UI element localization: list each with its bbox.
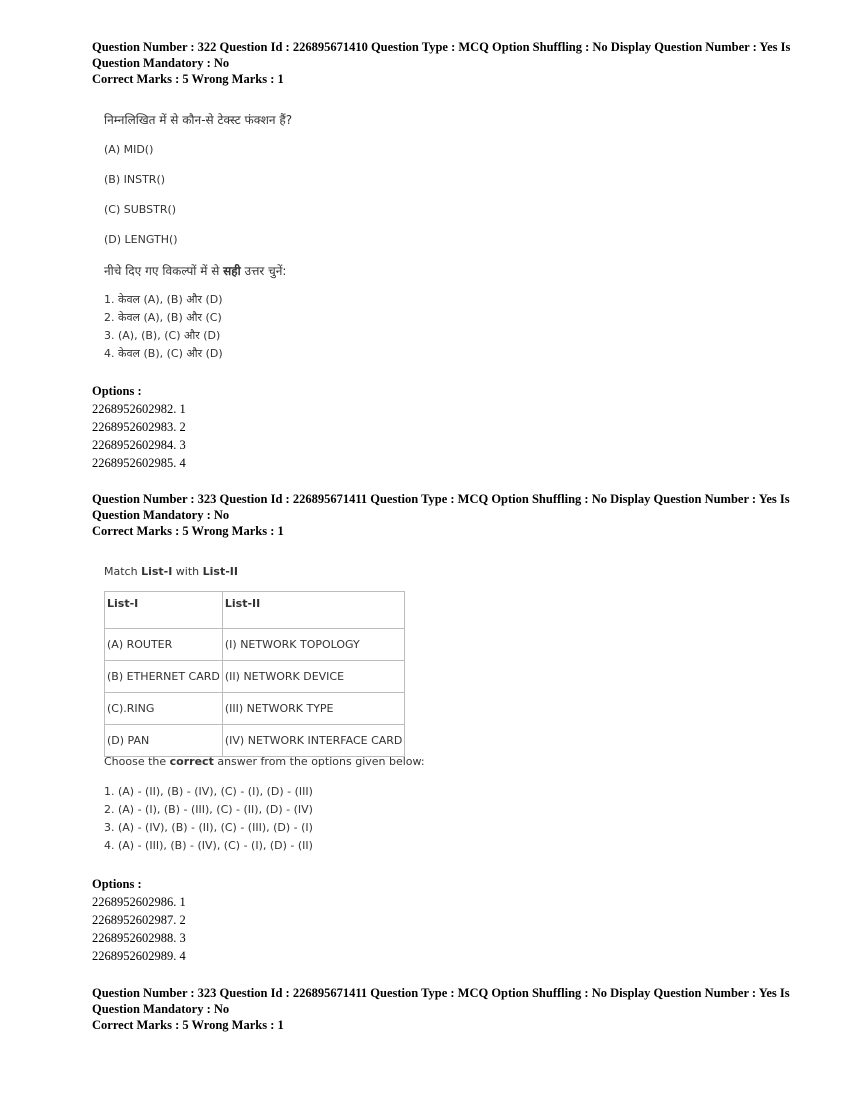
choice-4: 4. (A) - (III), (B) - (IV), (C) - (I), (D) - (II) (104, 839, 313, 852)
match-list2: List-II (202, 565, 238, 578)
table-cell: (C).RING (105, 693, 223, 725)
option-2: 2268952602987. 2 (92, 913, 186, 927)
marks-line: Correct Marks : 5 Wrong Marks : 1 (92, 524, 284, 538)
table-row (105, 725, 405, 757)
statement-c: (C) SUBSTR() (104, 203, 177, 216)
match-text: Match (104, 565, 142, 578)
match-text-mid: with (172, 565, 203, 578)
question-323-header (92, 491, 790, 539)
question-mandatory-line: Question Mandatory : No (92, 1002, 230, 1016)
question-mandatory-line: Question Mandatory : No (92, 508, 230, 522)
table-header-cell: List-I (105, 592, 223, 629)
question-meta-line: Question Number : 323 Question Id : 226895671411 Question Type : MCQ Option Shuffling : No Display Question Number : Yes Is (92, 986, 790, 1000)
table-cell: (B) ETHERNET CARD (105, 661, 223, 693)
question-323-options (92, 875, 186, 965)
match-instruction (104, 565, 238, 578)
option-3: 2268952602984. 3 (92, 438, 186, 452)
instruction-emphasis: correct (169, 755, 214, 768)
question-meta-line: Question Number : 323 Question Id : 226895671411 Question Type : MCQ Option Shuffling : No Display Question Number : Yes Is (92, 492, 790, 506)
question-mandatory-line: Question Mandatory : No (92, 56, 230, 70)
match-table (104, 591, 405, 757)
question-text: निम्नलिखित में से कौन-से टेक्स्ट फंक्शन हैं? (104, 113, 293, 127)
option-4: 2268952602989. 4 (92, 949, 186, 963)
table-row (105, 629, 405, 661)
instruction-text-end: उत्तर चुनें: (240, 264, 287, 278)
option-3: 2268952602988. 3 (92, 931, 186, 945)
option-1: 2268952602982. 1 (92, 402, 186, 416)
instruction-text: नीचे दिए गए विकल्पों में से (104, 264, 224, 278)
choice-3: 3. (A) - (IV), (B) - (II), (C) - (III), (D) - (I) (104, 821, 313, 834)
instruction-text: Choose the (104, 755, 170, 768)
option-4: 2268952602985. 4 (92, 456, 186, 470)
choice-2: 2. (A) - (I), (B) - (III), (C) - (II), (D) - (IV) (104, 803, 313, 816)
table-row (105, 661, 405, 693)
choice-1: 1. केवल (A), (B) और (D) (104, 293, 223, 306)
table-cell: (II) NETWORK DEVICE (222, 661, 405, 693)
question-322-options (92, 382, 186, 472)
choice-2: 2. केवल (A), (B) और (C) (104, 311, 222, 324)
question-322-header (92, 39, 791, 87)
choice-4: 4. केवल (B), (C) और (D) (104, 347, 223, 360)
instruction-text-end: answer from the options given below: (213, 755, 425, 768)
question-323-next-header (92, 985, 790, 1033)
table-cell: (III) NETWORK TYPE (222, 693, 405, 725)
answer-instruction (104, 262, 286, 279)
marks-line: Correct Marks : 5 Wrong Marks : 1 (92, 1018, 284, 1032)
match-list1: List-I (141, 565, 173, 578)
options-heading: Options : (92, 877, 142, 891)
table-cell: (D) PAN (105, 725, 223, 757)
table-cell: (IV) NETWORK INTERFACE CARD (222, 725, 405, 757)
table-cell: (A) ROUTER (105, 629, 223, 661)
option-2: 2268952602983. 2 (92, 420, 186, 434)
table-header-row (105, 592, 405, 629)
table-row (105, 693, 405, 725)
statement-a: (A) MID() (104, 143, 154, 156)
table-header-cell: List-II (222, 592, 405, 629)
table-cell: (I) NETWORK TOPOLOGY (222, 629, 405, 661)
instruction-emphasis: सही (223, 264, 241, 278)
choice-1: 1. (A) - (II), (B) - (IV), (C) - (I), (D) - (III) (104, 785, 313, 798)
option-1: 2268952602986. 1 (92, 895, 186, 909)
answer-instruction (104, 755, 425, 768)
statement-d: (D) LENGTH() (104, 233, 178, 246)
options-heading: Options : (92, 384, 142, 398)
choice-3: 3. (A), (B), (C) और (D) (104, 329, 221, 342)
statement-b: (B) INSTR() (104, 173, 166, 186)
question-meta-line: Question Number : 322 Question Id : 226895671410 Question Type : MCQ Option Shuffling : No Display Question Number : Yes Is (92, 40, 791, 54)
marks-line: Correct Marks : 5 Wrong Marks : 1 (92, 72, 284, 86)
